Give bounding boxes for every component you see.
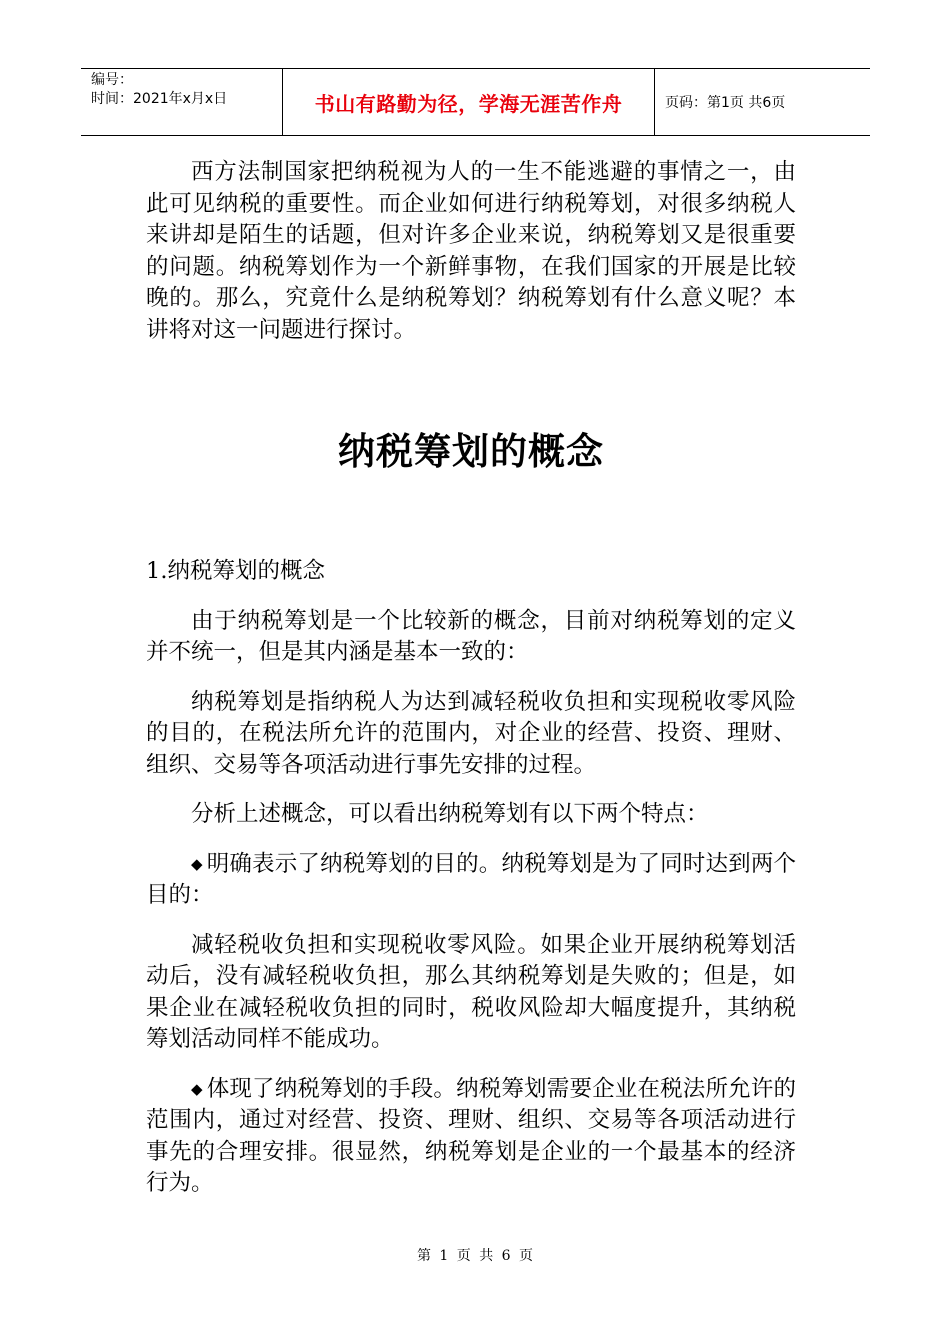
section-heading: 1.纳税筹划的概念 xyxy=(146,558,325,584)
intro-paragraph: 西方法制国家把纳税视为人的一生不能逃避的事情之一，由此可见纳税的重要性。而企业如何进行纳税筹划，对很多纳税人来讲却是陌生的话题，但对许多企业来说，纳税筹划又是很重要的问题。纳税筹划作为一个新鲜事物，在我们国家的开展是比较晚的。那么，究竟什么是纳税筹划？纳税筹划有什么意义呢？本讲将对这一问题进行探讨。 xyxy=(146,159,796,343)
bullet-item-1-text: 明确表示了纳税筹划的目的。纳税筹划是为了同时达到两个目的： xyxy=(146,850,796,908)
body-paragraph-3: 分析上述概念，可以看出纳税筹划有以下两个特点： xyxy=(191,801,709,827)
serial-label: 编号： xyxy=(91,72,133,88)
document-title: 纳税筹划的概念 xyxy=(338,429,604,473)
bullet-item-2-text: 体现了纳税筹划的手段。纳税筹划需要企业在税法所允许的范围内，通过对经营、投资、理财、组织、交易等各项活动进行事先的合理安排。很显然，纳税筹划是企业的一个最基本的经济行为。 xyxy=(146,1075,796,1196)
body-paragraph-1: 由于纳税筹划是一个比较新的概念，目前对纳税筹划的定义并不统一，但是其内涵是基本一致的： xyxy=(146,607,796,665)
document-body xyxy=(146,157,796,1200)
page-footer: 第 1 页 共 6 页 xyxy=(416,1248,534,1264)
header-table xyxy=(81,68,870,136)
header-page-info: 页码：第1页 共6页 xyxy=(665,95,786,111)
header-meta xyxy=(81,69,282,135)
bullet-item-1 xyxy=(146,849,796,912)
body-paragraph-2: 纳税筹划是指纳税人为达到减轻税收负担和实现税收零风险的目的，在税法所允许的范围内，对企业的经营、投资、理财、组织、交易等各项活动进行事先安排的过程。 xyxy=(146,688,796,778)
header-motto: 书山有路勤为径，学海无涯苦作舟 xyxy=(282,69,655,135)
bullet-item-1-detail: 减轻税收负担和实现税收零风险。如果企业开展纳税筹划活动后，没有减轻税收负担，那么其纳税筹划是失败的；但是，如果企业在减轻税收负担的同时，税收风险却大幅度提升，其纳税筹划活动同样不能成功。 xyxy=(146,931,796,1052)
bullet-item-2 xyxy=(146,1074,796,1200)
date-label: 时间：2021年x月x日 xyxy=(91,91,228,107)
diamond-bullet-icon: ◆ xyxy=(191,1079,203,1098)
diamond-bullet-icon: ◆ xyxy=(191,854,203,873)
